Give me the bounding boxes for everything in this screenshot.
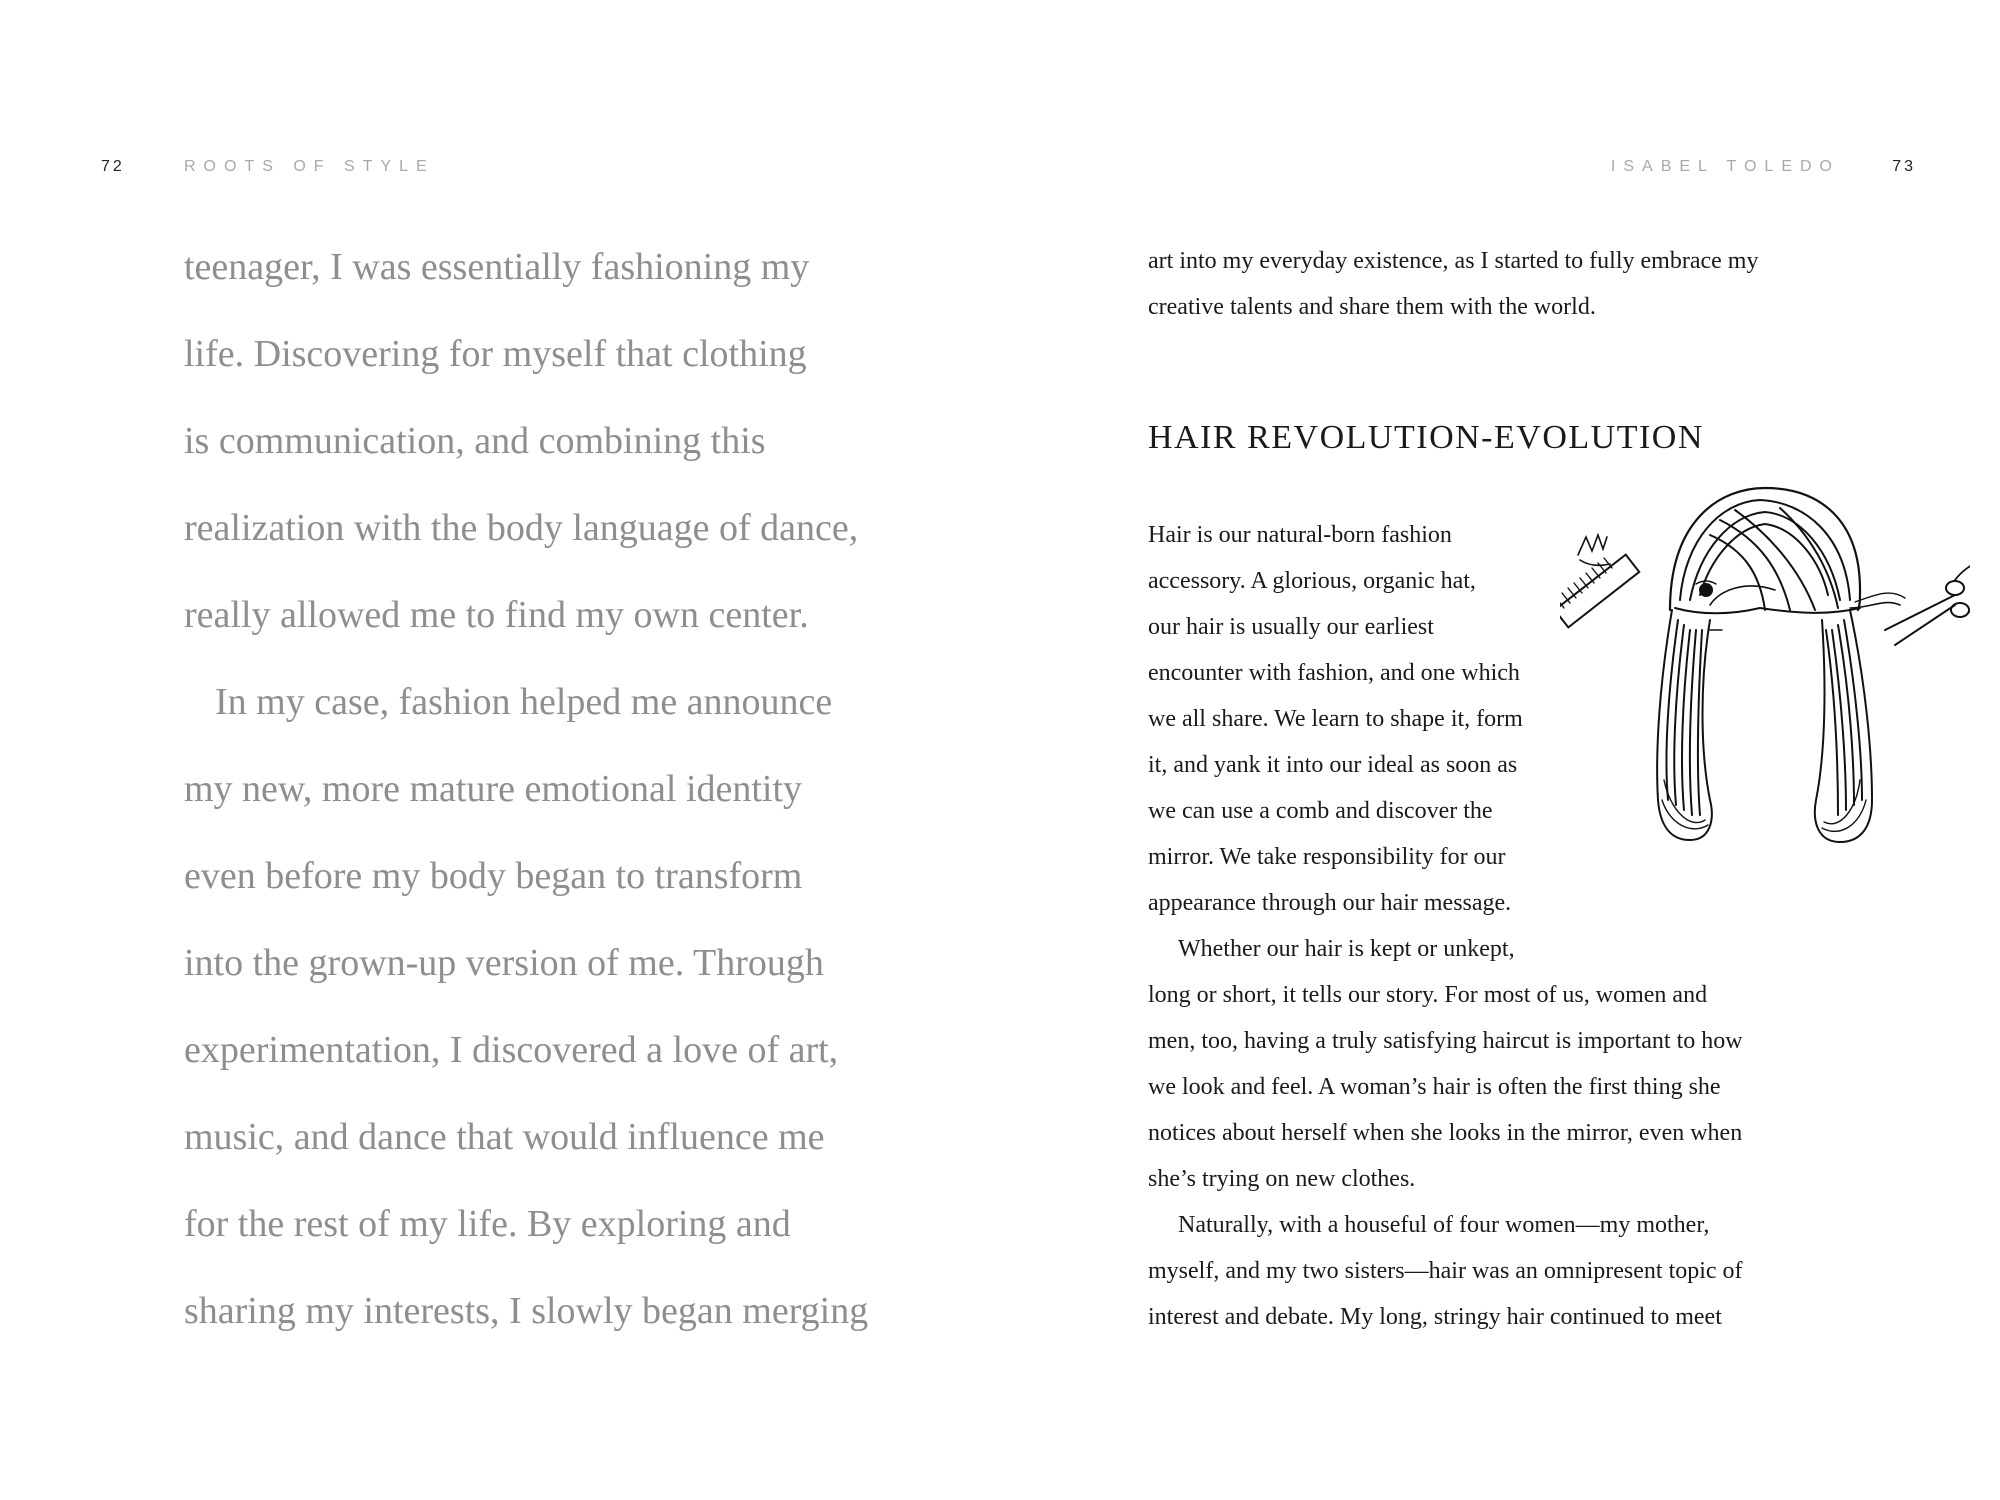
- scissors-icon: [1885, 581, 1969, 645]
- text-line: into the grown-up version of me. Through: [184, 942, 824, 984]
- text-line: Whether our hair is kept or unkept,: [1178, 936, 1515, 962]
- text-line: myself, and my two sisters—hair was an omnipresent topic of: [1148, 1258, 1743, 1284]
- text-line: we can use a comb and discover the: [1148, 798, 1493, 824]
- text-line: appearance through our hair message.: [1148, 890, 1512, 916]
- text-line: teenager, I was essentially fashioning my: [184, 246, 810, 288]
- text-line: interest and debate. My long, stringy hair continued to meet: [1148, 1304, 1722, 1330]
- text-line: men, too, having a truly satisfying haircut is important to how: [1148, 1028, 1743, 1054]
- text-line: music, and dance that would influence me: [184, 1116, 825, 1158]
- text-line: realization with the body language of dance,: [184, 507, 859, 549]
- running-head-left: ROOTS OF STYLE: [184, 158, 435, 175]
- text-line: Naturally, with a houseful of four women—my mother,: [1178, 1212, 1710, 1238]
- text-line: our hair is usually our earliest: [1148, 614, 1434, 640]
- left-page-text: [184, 243, 904, 1374]
- text-line: for the rest of my life. By exploring and: [184, 1203, 791, 1245]
- text-line: art into my everyday existence, as I started to fully embrace my: [1148, 248, 1759, 274]
- text-line: experimentation, I discovered a love of art,: [184, 1029, 839, 1071]
- page-number-left: 72: [101, 158, 125, 175]
- text-line: mirror. We take responsibility for our: [1148, 844, 1506, 870]
- text-line: sharing my interests, I slowly began merging: [184, 1290, 869, 1332]
- text-line: we all share. We learn to shape it, form: [1148, 706, 1523, 732]
- text-line: notices about herself when she looks in the mirror, even when: [1148, 1120, 1743, 1146]
- text-line: life. Discovering for myself that clothing: [184, 333, 807, 375]
- hair-illustration-image: [1560, 480, 1970, 910]
- text-line: long or short, it tells our story. For most of us, women and: [1148, 982, 1708, 1008]
- text-line: encounter with fashion, and one which: [1148, 660, 1520, 686]
- text-line: she’s trying on new clothes.: [1148, 1166, 1416, 1192]
- text-line: In my case, fashion helped me announce: [215, 681, 833, 723]
- text-line: we look and feel. A woman’s hair is often the first thing she: [1148, 1074, 1721, 1100]
- text-line: even before my body began to transform: [184, 855, 803, 897]
- page-number-right: 73: [1892, 158, 1916, 175]
- right-page-intro: [1148, 247, 1848, 339]
- comb-icon: [1560, 555, 1639, 628]
- section-heading: HAIR REVOLUTION-EVOLUTION: [1148, 419, 1704, 456]
- text-line: accessory. A glorious, organic hat,: [1148, 568, 1476, 594]
- text-line: really allowed me to find my own center.: [184, 594, 809, 636]
- text-line: it, and yank it into our ideal as soon as: [1148, 752, 1518, 778]
- running-head-right: ISABEL TOLEDO: [1610, 158, 1840, 175]
- text-line: is communication, and combining this: [184, 420, 766, 462]
- text-line: creative talents and share them with the world.: [1148, 294, 1596, 320]
- text-line: Hair is our natural-born fashion: [1148, 522, 1452, 548]
- text-line: my new, more mature emotional identity: [184, 768, 803, 810]
